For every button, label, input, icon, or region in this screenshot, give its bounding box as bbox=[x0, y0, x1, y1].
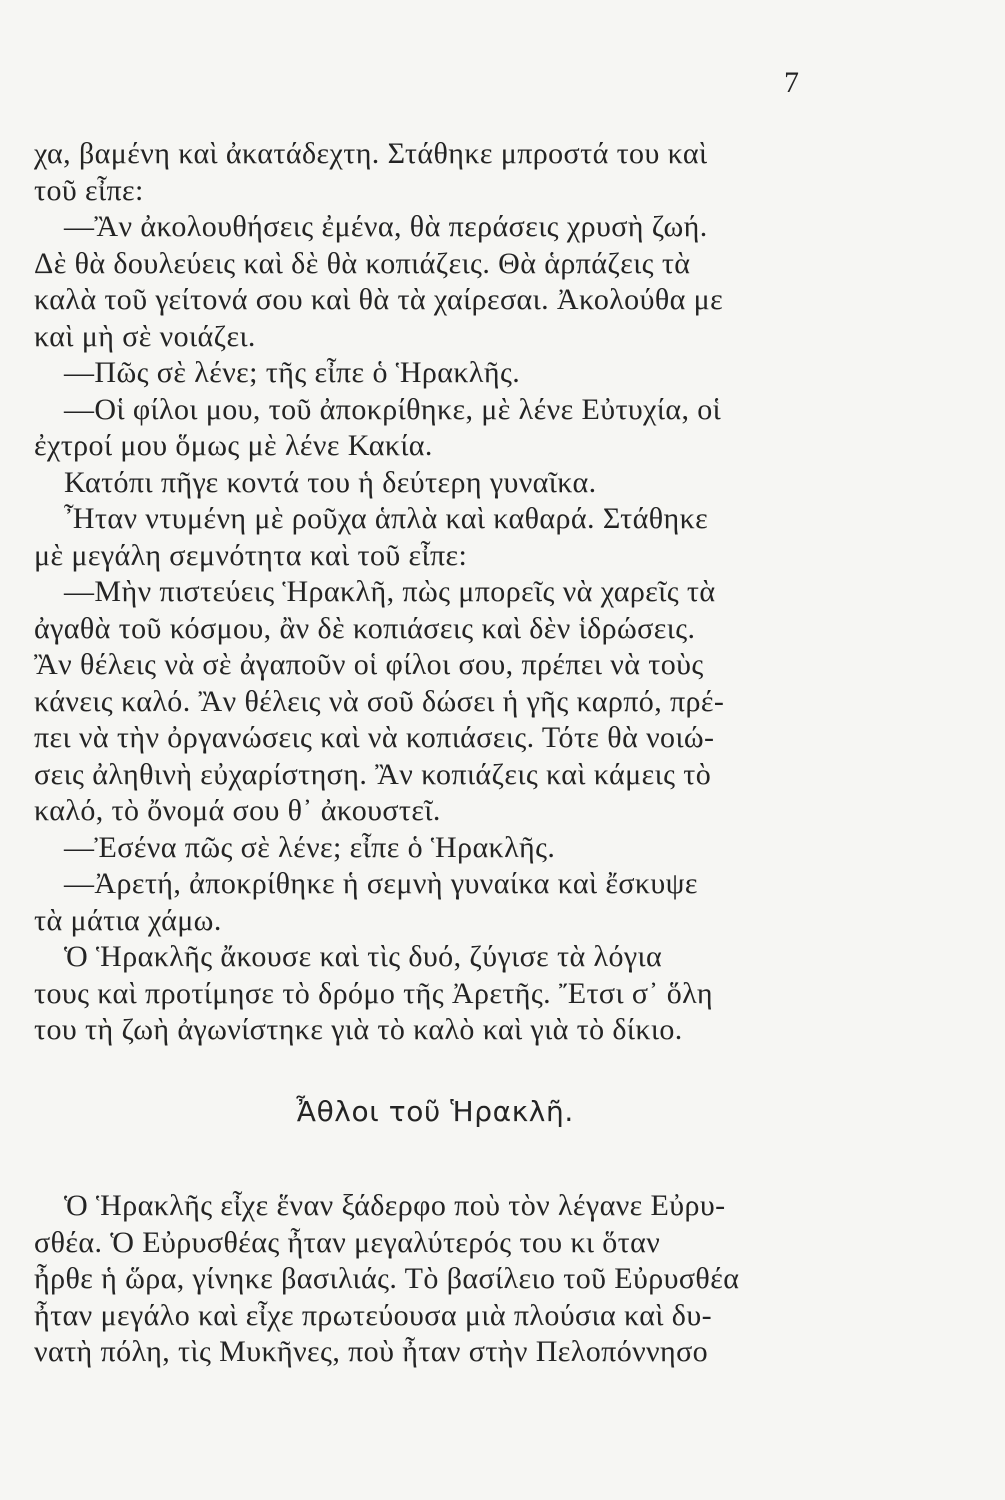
text-line: νατὴ πόλη, τὶς Μυκῆνες, ποὺ ἦταν στὴν Πελοπόννησο bbox=[34, 1335, 709, 1368]
paragraph-10 bbox=[34, 939, 844, 1049]
paragraph-8 bbox=[34, 830, 844, 867]
text-line: σεις ἀληθινὴ εὐχαρίστηση. Ἂν κοπιάζεις καὶ κάμεις τὸ bbox=[34, 757, 712, 791]
paragraph-11 bbox=[34, 1188, 844, 1371]
main-text-block bbox=[34, 136, 844, 1049]
text-line: ἦταν μεγάλο καὶ εἶχε πρωτεύουσα μιὰ πλούσια καὶ δυ- bbox=[34, 1298, 712, 1332]
page-number: 7 bbox=[784, 66, 799, 99]
text-line: τοῦ εἶπε: bbox=[34, 173, 144, 207]
text-line: ἐχτροί μου ὅμως μὲ λένε Κακία. bbox=[34, 429, 433, 462]
text-line: Ὁ Ἡρακλῆς ἄκουσε καὶ τὶς δυό, ζύγισε τὰ λόγια bbox=[64, 940, 663, 973]
text-line: —Οἱ φίλοι μου, τοῦ ἀποκρίθηκε, μὲ λένε Εὐτυχία, οἱ bbox=[64, 392, 722, 426]
text-line: Κατόπι πῆγε κοντά του ἡ δεύτερη γυναῖκα. bbox=[64, 465, 597, 499]
paragraph-3 bbox=[34, 355, 844, 392]
paragraph-7 bbox=[34, 574, 844, 830]
paragraph-1 bbox=[34, 136, 844, 209]
section-text-block bbox=[34, 1158, 844, 1401]
text-line: Ἦταν ντυμένη μὲ ροῦχα ἁπλὰ καὶ καθαρά. Στάθηκε bbox=[64, 502, 709, 535]
text-line: Ὁ Ἡρακλῆς εἶχε ἕναν ξάδερφο ποὺ τὸν λέγανε Εὐρυ- bbox=[64, 1189, 726, 1222]
text-line: Δὲ θὰ δουλεύεις καὶ δὲ θὰ κοπιάζεις. Θὰ ἁρπάζεις τὰ bbox=[34, 246, 691, 280]
text-line: —Ἀρετή, ἀποκρίθηκε ἡ σεμνὴ γυναίκα καὶ ἔσκυψε bbox=[64, 867, 698, 900]
text-line: —Ἐσένα πῶς σὲ λένε; εἶπε ὁ Ἡρακλῆς. bbox=[64, 830, 556, 864]
text-line: καὶ μὴ σὲ νοιάζει. bbox=[34, 319, 256, 353]
text-line: κάνεις καλό. Ἂν θέλεις νὰ σοῦ δώσει ἡ γῆς καρπό, πρέ- bbox=[34, 684, 725, 718]
text-line: —Ἂν ἀκολουθήσεις ἐμένα, θὰ περάσεις χρυσὴ ζωή. bbox=[64, 210, 708, 243]
text-line: τὰ μάτια χάμω. bbox=[34, 903, 222, 937]
text-line: —Πῶς σὲ λένε; τῆς εἶπε ὁ Ἡρακλῆς. bbox=[64, 356, 521, 389]
paragraph-9 bbox=[34, 866, 844, 939]
text-line: τους καὶ προτίμησε τὸ δρόμο τῆς Ἀρετῆς. Ἔτσι σ᾽ ὅλη bbox=[34, 976, 713, 1010]
text-line: —Μὴν πιστεύεις Ἡρακλῆ, πὼς μπορεῖς νὰ χαρεῖς τὰ bbox=[64, 575, 716, 608]
paragraph-4 bbox=[34, 392, 844, 465]
text-line: του τὴ ζωὴ ἀγωνίστηκε γιὰ τὸ καλὸ καὶ γιὰ τὸ δίκιο. bbox=[34, 1013, 683, 1046]
text-line: ἀγαθὰ τοῦ κόσμου, ἂν δὲ κοπιάσεις καὶ δὲν ἱδρώσεις. bbox=[34, 611, 696, 645]
text-line: καλὰ τοῦ γείτονά σου καὶ θὰ τὰ χαίρεσαι. Ἀκολούθα με bbox=[34, 283, 724, 316]
text-line: μὲ μεγάλη σεμνότητα καὶ τοῦ εἶπε: bbox=[34, 538, 468, 572]
text-line: ἦρθε ἡ ὥρα, γίνηκε βασιλιάς. Τὸ βασίλειο τοῦ Εὐρυσθέα bbox=[34, 1262, 740, 1295]
paragraph-6 bbox=[34, 501, 844, 574]
text-line: Ἂν θέλεις νὰ σὲ ἀγαποῦν οἱ φίλοι σου, πρέπει νὰ τοὺς bbox=[34, 648, 704, 681]
text-line: χα, βαμένη καὶ ἀκατάδεχτη. Στάθηκε μπροστά του καὶ bbox=[34, 137, 708, 170]
text-line: σθέα. Ὁ Εὐρυσθέας ἦταν μεγαλύτερός του κι ὅταν bbox=[34, 1225, 661, 1259]
paragraph-5 bbox=[34, 465, 844, 502]
paragraph-2 bbox=[34, 209, 844, 355]
text-line: καλό, τὸ ὄνομά σου θ᾽ ἀκουστεῖ. bbox=[34, 794, 441, 827]
text-line: πει νὰ τὴν ὀργανώσεις καὶ νὰ κοπιάσεις. Τότε θὰ νοιώ- bbox=[34, 721, 715, 754]
section-title: Ἆθλοι τοῦ Ἡρακλῆ. bbox=[296, 1095, 574, 1128]
